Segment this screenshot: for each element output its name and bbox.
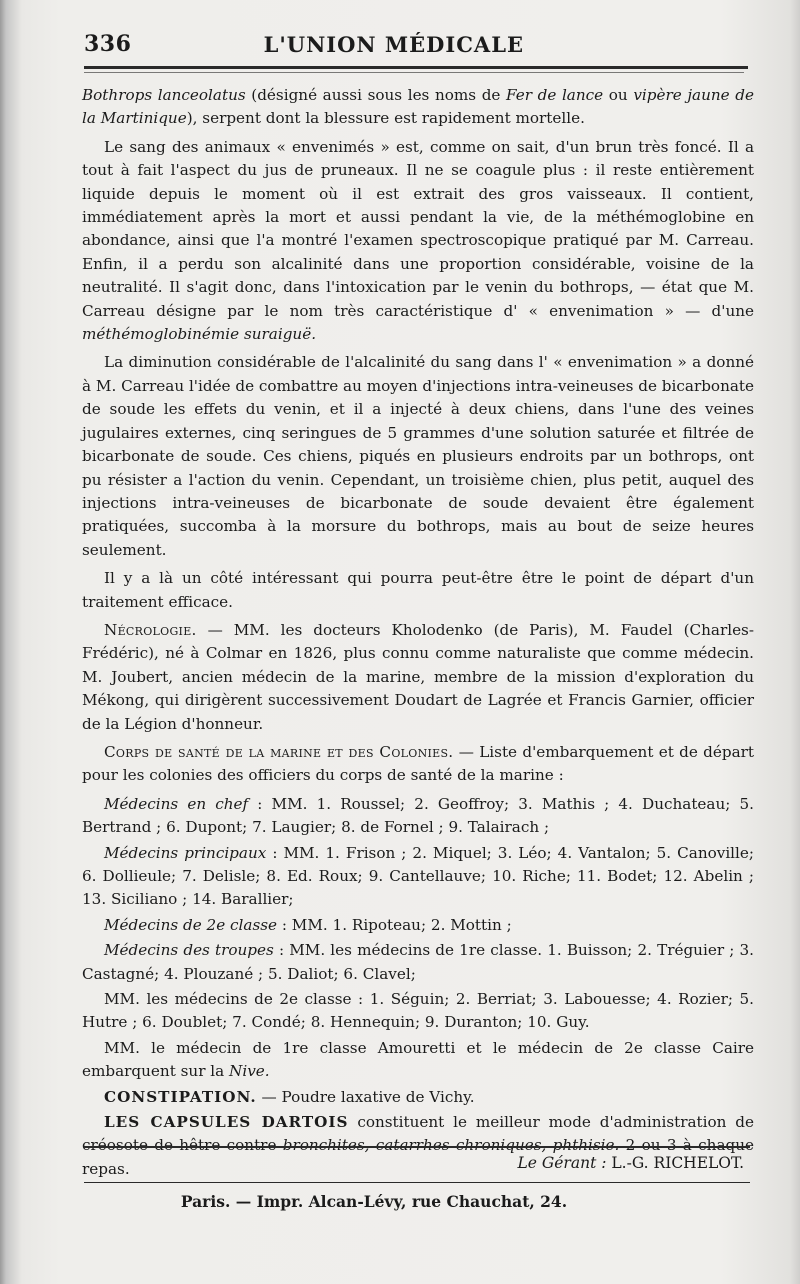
list-heading: Médecins principaux (104, 843, 267, 862)
article-body (82, 84, 754, 1183)
text-run: constituent le meilleur mode d'administration de créosote de hêtre contre (82, 1113, 754, 1155)
text-run: Le sang des animaux « envenimés » est, comme on sait, d'un brun très foncé. Il a tout à fait l'aspect du jus de pruneaux. Il ne se coagule plus : il reste entièrement liquide depuis le moment où il est extrait des gros vaisseaux. Il contient, immédiatement après la mort et aussi pendant la vie, de la méthémoglobine en abondance, ainsi que l'a montré l'examen spectroscopique pratiqué par M. Carreau. Enfin, il a perdu son alcalinité dans une proportion considérable, voisine de la neutralité. Il s'agit donc, dans l'intoxication par le venin du bothrops, — état que M. Carreau désigne par le nom très caractéristique d' « envenimation » — d'une (82, 137, 754, 320)
list-medecins-2e-classe (82, 914, 754, 937)
footer-rule (84, 1146, 750, 1148)
emphasis-term: méthémoglobinémie suraiguë. (82, 325, 317, 344)
advert-heading: LES CAPSULES DARTOIS (104, 1113, 349, 1132)
species-name: Bothrops lanceolatus (82, 86, 246, 104)
paragraph-necrologie (82, 619, 754, 736)
page-number: 336 (84, 31, 132, 57)
text-run: 2 ou 3 à chaque repas. (82, 1136, 754, 1178)
gerant-line (84, 1154, 744, 1172)
paragraph-blood (82, 136, 754, 347)
common-name: Fer de lance (506, 86, 604, 104)
list-heading: Médecins des troupes (104, 941, 274, 960)
text-run: : MM. 1. Roussel; 2. Geoffroy; 3. Mathis ; 4. Duchateau; 5. Bertrand ; 6. Dupont; 7. Laugier; 8. de Fornel ; 9. Talairach ; (82, 794, 754, 837)
text-run: MM. le médecin de 1re classe Amouretti et le médecin de 2e classe Caire embarquent sur la (82, 1038, 754, 1081)
text-run: ou (603, 86, 634, 104)
text-run: (désigné aussi sous les noms de (245, 86, 507, 104)
gerant-name: L.-G. RICHELOT. (606, 1154, 744, 1172)
journal-title: L'UNION MÉDICALE (263, 31, 524, 57)
list-medecins-troupes (82, 939, 754, 986)
list-heading: Médecins en chef (104, 794, 249, 813)
text-run: : MM. 1. Frison ; 2. Miquel; 3. Léo; 4. Vantalon; 5. Canoville; 6. Dollieule; 7. Delisle; 8. Ed. Roux; 9. Cantellauve; 10. Riche; 11. Bodet; 12. Abelin ; 13. Siciliano ; 14. Barallier; (82, 843, 755, 909)
text-run: — MM. les docteurs Kholodenko (de Paris), M. Faudel (Charles-Frédéric), né à Colmar en 1826, plus connu comme naturaliste que comme médecin. M. Joubert, ancien médecin de la marine, membre de la mission d'exploration du Mékong, qui dirigèrent successivement Doudart de Lagrée et Francis Garnier, officier de la Légion d'honneur. (82, 620, 754, 733)
section-heading: Nécrologie. (104, 620, 197, 639)
list-heading: Médecins de 2e classe (104, 915, 278, 934)
ship-name: Nive. (229, 1062, 270, 1081)
paragraph-treatment: Il y a là un côté intéressant qui pourra peut-être être le point de départ d'un traitement efficace. (82, 569, 754, 611)
text-run: : MM. 1. Ripoteau; 2. Mottin ; (277, 915, 512, 934)
printer-imprint: Paris. — Impr. Alcan-Lévy, rue Chauchat, 24. (180, 1192, 568, 1211)
header-rule (84, 66, 748, 69)
list-medecins-chef (82, 793, 754, 840)
emphasis-term: bronchites, catarrhes chroniques, phthisie. (282, 1136, 620, 1155)
common-name: vipère jaune de la Martinique (82, 86, 754, 128)
list-medecins-principaux (82, 842, 754, 912)
text-run: ), serpent dont la blessure est rapidement mortelle. (186, 109, 585, 128)
text-run: — Liste d'embarquement et de départ pour les colonies des officiers du corps de santé de la marine : (82, 742, 754, 785)
page-header (84, 24, 744, 64)
paragraph-bothrops (82, 84, 754, 131)
gerant-label: Le Gérant : (517, 1154, 607, 1172)
list-medecins-2e-classe-troupes: MM. les médecins de 2e classe : 1. Séguin; 2. Berriat; 3. Labouesse; 4. Rozier; 5. Hutre ; 6. Doublet; 7. Condé; 8. Hennequin; 9. Duranton; 10. Guy. (82, 990, 754, 1032)
section-heading: Corps de santé de la marine et des Colonies. (104, 742, 454, 761)
advert-heading: CONSTIPATION. (104, 1087, 257, 1106)
text-run: : MM. les médecins de 1re classe. 1. Buisson; 2. Tréguier ; 3. Castagné; 4. Plouzané ; 5. Daliot; 6. Clavel; (82, 941, 754, 983)
paragraph-corps-sante (82, 741, 754, 788)
advert-constipation (82, 1086, 754, 1109)
text-run: — Poudre laxative de Vichy. (256, 1087, 475, 1106)
header-rule-thin (84, 72, 744, 73)
paragraph-bicarbonate: La diminution considérable de l'alcalinité du sang dans l' « envenimation » a donné à M. Carreau l'idée de combattre au moyen d'injections intra-veineuses de bicarbonate de soude les effets du venin, et il a injecté à deux chiens, dans l'une des veines jugulaires externes, cinq seringues de 5 grammes d'une solution saturée et filtrée de bicarbonate de soude. Ces chiens, piqués en plusieurs endroits par un bothrops, ont pu résister a l'action du venin. Cependant, un troisième chien, plus petit, auquel des injections intra-veineuses de bicarbonate de soude devaient être également pratiquées, succomba à la morsure du bothrops, mais au bout de seize heures seulement. (82, 353, 754, 559)
paragraph-embarquent (82, 1037, 754, 1084)
footer-rule-thin (84, 1182, 750, 1183)
